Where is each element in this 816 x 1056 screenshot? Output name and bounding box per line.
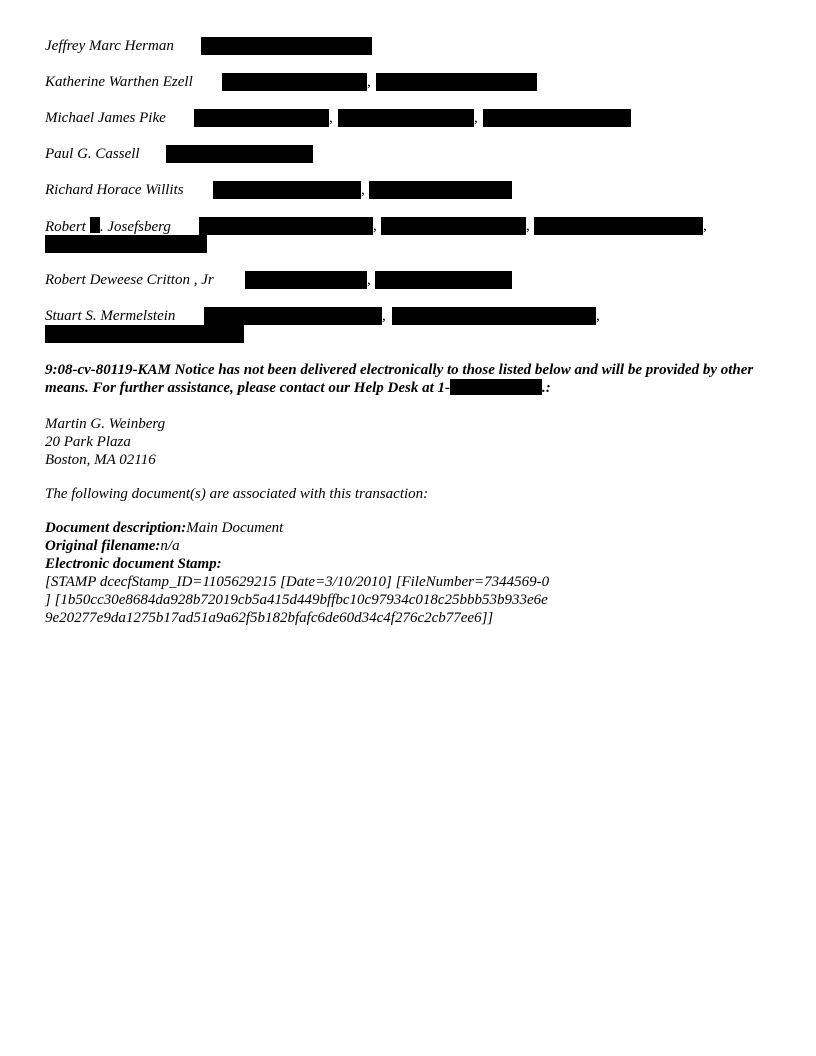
redaction-bar [338,109,474,127]
redaction-bar [450,379,542,395]
redaction-bar [204,307,382,325]
recipient-name: Richard Horace Willits [45,182,184,198]
separator: , [361,182,365,198]
recipient-name: Jeffrey Marc Herman [45,38,174,54]
original-filename [45,537,180,555]
address-name: Martin G. Weinberg [45,416,166,432]
redaction-bar [381,217,526,235]
recipient-name: Robert Deweese Critton , Jr [45,272,214,288]
separator: , [703,218,707,234]
separator: , [367,272,371,288]
redaction-bar [369,181,512,199]
recipient-name-first: Robert [45,219,86,235]
recipient-name-last: . Josefsberg [99,219,171,235]
separator: , [382,308,386,324]
recipient-name: Katherine Warthen Ezell [45,74,193,90]
separator: , [526,218,530,234]
notice-text: 9:08-cv-80119-KAM Notice has not been delivered electronically to those listed below and will be provided by other means. For further assistance, please contact our Help Desk at 1- [45,362,754,396]
separator: , [474,110,478,126]
associated-documents-text: The following document(s) are associated with this transaction: [45,486,429,502]
address-street: 20 Park Plaza [45,434,131,450]
redaction-bar [222,73,367,91]
stamp-line: ] [1b50cc30e8684da928b72019cb5a415d449bffbc10c97934c018c25bbb53b933e6e [45,592,548,608]
recipient-name: Paul G. Cassell [45,146,140,162]
original-filename-label: Original filename: [45,538,161,554]
redaction-bar [213,181,361,199]
recipient-name [45,217,171,236]
stamp-line: 9e20277e9da1275b17ad51a9a62f5b182bfafc6de60d34c4f276c2cb77ee6]] [45,610,494,626]
address-city: Boston, MA 02116 [45,452,156,468]
redaction-bar [45,235,207,253]
notice-text-end: .: [542,380,551,396]
redaction-bar [90,217,100,233]
document-description-label: Document description: [45,520,187,536]
separator: , [329,110,333,126]
redaction-bar [201,37,372,55]
document-description [45,519,283,537]
stamp-line: [STAMP dcecfStamp_ID=1105629215 [Date=3/10/2010] [FileNumber=7344569-0 [45,574,550,590]
redaction-bar [534,217,703,235]
original-filename-value: n/a [160,538,180,554]
separator: , [373,218,377,234]
notice-paragraph [45,361,775,397]
redaction-bar [483,109,631,127]
redaction-bar [392,307,596,325]
redaction-bar [166,145,313,163]
separator: , [367,74,371,90]
redaction-bar [376,73,537,91]
separator: , [596,308,600,324]
redaction-bar [375,271,512,289]
redaction-bar [45,325,244,343]
recipient-name: Michael James Pike [45,110,166,126]
redaction-bar [245,271,367,289]
electronic-stamp-label: Electronic document Stamp: [45,556,222,572]
document-description-value: Main Document [186,520,284,536]
redaction-bar [194,109,329,127]
recipient-name: Stuart S. Mermelstein [45,308,176,324]
redaction-bar [199,217,373,235]
